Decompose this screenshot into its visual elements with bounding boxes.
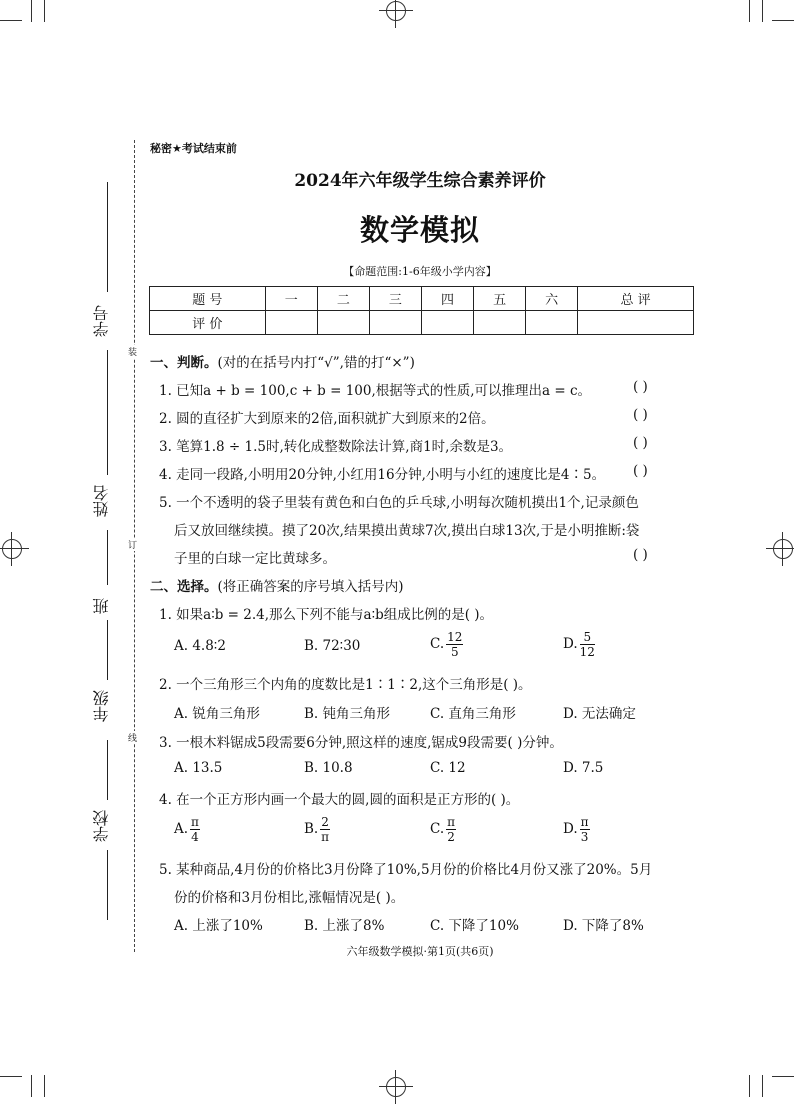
option-b[interactable]: B. 上涨了8% (304, 918, 385, 934)
score-table-cell: 一 (265, 287, 317, 311)
score-table-eval-row (150, 311, 694, 335)
option-b[interactable]: B. 10.8 (304, 760, 353, 776)
option-label: C. (430, 636, 445, 652)
registration-mark-icon (386, 1, 406, 21)
numerator: π (191, 815, 199, 829)
score-input-cell[interactable] (369, 311, 421, 335)
option-label: D. (563, 821, 578, 837)
choice-question-4: 4. 在一个正方形内画一个最大的圆,圆的面积是正方形的( )。 (159, 792, 520, 808)
judge-question: 3. 笔算1.8 ÷ 1.5时,转化成整数除法计算,商1时,余数是3。 (159, 439, 513, 455)
score-table-cell: 四 (421, 287, 473, 311)
choice-question-2: 2. 一个三角形三个内角的度数比是1∶1∶2,这个三角形是( )。 (159, 677, 532, 693)
crop-mark (772, 1076, 794, 1077)
crop-mark (762, 1075, 763, 1097)
judge-question: 5. 一个不透明的袋子里装有黄色和白色的乒乓球,小明每次随机摸出1个,记录颜色 (159, 495, 639, 511)
fraction (580, 815, 590, 844)
fraction (446, 815, 456, 844)
denominator: π (321, 830, 329, 844)
crop-mark (31, 1075, 32, 1097)
choice-question-3: 3. 一根木料锯成5段需要6分钟,照这样的速度,锯成9段需要( )分钟。 (159, 735, 563, 751)
denominator: 5 (450, 645, 459, 659)
section-1-title: 一、判断。 (150, 355, 218, 371)
numerator: 5 (580, 630, 595, 645)
crop-mark (0, 20, 22, 21)
section-2-instruction: (将正确答案的序号填入括号内) (217, 579, 404, 595)
option-b[interactable]: B. 钝角三角形 (304, 706, 391, 722)
judge-question-cont: 子里的白球一定比黄球多。 (174, 551, 336, 567)
numerator: π (447, 815, 456, 829)
crop-mark (762, 0, 763, 22)
school-label: 学校 (92, 810, 111, 842)
denominator: 4 (191, 830, 199, 844)
option-a[interactable]: A. 锐角三角形 (174, 706, 260, 722)
choice-question-5-cont: 份的价格和3月份相比,涨幅情况是( )。 (174, 890, 405, 906)
name-label: 姓名 (92, 485, 111, 517)
judge-question: 4. 走同一段路,小明用20分钟,小红用16分钟,小明与小红的速度比是4∶5。 (159, 467, 606, 483)
score-table-cell: 题 号 (150, 287, 266, 311)
denominator: 12 (579, 645, 595, 659)
option-c[interactable] (430, 815, 456, 844)
denominator: 3 (580, 830, 589, 844)
score-table-cell: 总 评 (578, 287, 694, 311)
binding-mark: 订 (128, 538, 137, 551)
section-1-heading (150, 351, 415, 371)
registration-mark-icon (2, 539, 22, 559)
answer-blank[interactable]: ( ) (633, 407, 648, 423)
option-d[interactable] (563, 630, 595, 659)
score-input-cell[interactable] (526, 311, 578, 335)
score-table-cell: 二 (317, 287, 369, 311)
option-label: C. (430, 821, 445, 837)
crop-mark (749, 0, 750, 22)
score-input-cell[interactable] (578, 311, 694, 335)
grade-label: 年级 (92, 690, 111, 722)
numerator: 2 (321, 815, 329, 829)
option-label: D. (563, 636, 578, 652)
crop-mark (44, 1075, 45, 1097)
score-table (149, 286, 694, 335)
crop-mark (772, 20, 794, 21)
option-a[interactable] (174, 815, 200, 844)
option-d[interactable]: D. 下降了8% (563, 918, 644, 934)
exam-scope: 【命题范围:1-6年级小学内容】 (343, 265, 497, 278)
school-line (107, 740, 108, 800)
answer-blank[interactable]: ( ) (633, 463, 648, 479)
confidential-note: 秘密★考试结束前 (150, 142, 237, 155)
score-table-header-row (150, 287, 694, 311)
option-a[interactable]: A. 4.8∶2 (174, 638, 226, 654)
choice-question-5: 5. 某种商品,4月份的价格比3月份降了10%,5月份的价格比4月份又涨了20%。5月 (159, 862, 653, 878)
option-b[interactable] (304, 815, 330, 844)
exam-title: 2024年六年级学生综合素养评价 (294, 171, 546, 191)
score-input-cell[interactable] (421, 311, 473, 335)
section-2-title: 二、选择。 (150, 579, 218, 595)
option-c[interactable]: C. 直角三角形 (430, 706, 516, 722)
option-a[interactable]: A. 13.5 (174, 760, 223, 776)
option-d[interactable]: D. 7.5 (563, 760, 604, 776)
section-2-heading (150, 575, 404, 595)
fraction (580, 630, 595, 659)
crop-mark (31, 0, 32, 22)
score-input-cell[interactable] (317, 311, 369, 335)
registration-mark-icon (773, 539, 793, 559)
option-b[interactable]: B. 72∶30 (304, 638, 361, 654)
option-a[interactable]: A. 上涨了10% (174, 918, 263, 934)
registration-mark-icon (386, 1077, 406, 1097)
score-table-cell: 五 (474, 287, 526, 311)
crop-mark (749, 1075, 750, 1097)
school-underline (107, 850, 108, 920)
grade-line (107, 620, 108, 680)
numerator: π (580, 815, 589, 829)
score-table-cell: 六 (526, 287, 578, 311)
score-input-cell[interactable] (265, 311, 317, 335)
option-d[interactable]: D. 无法确定 (563, 706, 636, 722)
choice-question-1: 1. 如果a∶b = 2.4,那么下列不能与a∶b组成比例的是( )。 (159, 607, 494, 623)
judge-question-cont: 后又放回继续摸。摸了20次,结果摸出黄球7次,摸出白球13次,于是小明推断:袋 (174, 523, 640, 539)
fraction (320, 815, 330, 844)
option-label: A. (174, 821, 189, 837)
option-c[interactable]: C. 12 (430, 760, 466, 776)
crop-mark (0, 1076, 22, 1077)
binding-mark: 线 (128, 731, 137, 744)
class-line (107, 530, 108, 585)
judge-question: 1. 已知a + b = 100,c + b = 100,根据等式的性质,可以推理出a = c。 (159, 383, 592, 399)
class-label: 班 (92, 598, 111, 614)
student-id-label: 学号 (92, 305, 111, 337)
name-line (107, 350, 108, 475)
fraction (190, 815, 200, 844)
option-c[interactable]: C. 下降了10% (430, 918, 519, 934)
binding-mark: 装 (128, 345, 137, 358)
section-1-instruction: (对的在括号内打“√”,错的打“×”) (217, 355, 415, 371)
judge-question: 2. 圆的直径扩大到原来的2倍,面积就扩大到原来的2倍。 (159, 411, 495, 427)
score-table-cell: 三 (369, 287, 421, 311)
option-c[interactable] (430, 630, 463, 659)
answer-blank[interactable]: ( ) (633, 435, 648, 451)
subject-title: 数学模拟 (359, 213, 480, 247)
answer-blank[interactable]: ( ) (633, 379, 648, 395)
crop-mark (44, 0, 45, 22)
numerator: 12 (447, 630, 463, 644)
denominator: 2 (447, 830, 455, 844)
option-label: B. (304, 821, 319, 837)
score-table-cell: 评 价 (150, 311, 266, 335)
answer-blank[interactable]: ( ) (633, 547, 648, 563)
fraction (446, 630, 463, 659)
option-d[interactable] (563, 815, 590, 844)
student-id-line (107, 182, 108, 292)
score-input-cell[interactable] (474, 311, 526, 335)
page-footer: 六年级数学模拟·第1页(共6页) (346, 945, 494, 958)
